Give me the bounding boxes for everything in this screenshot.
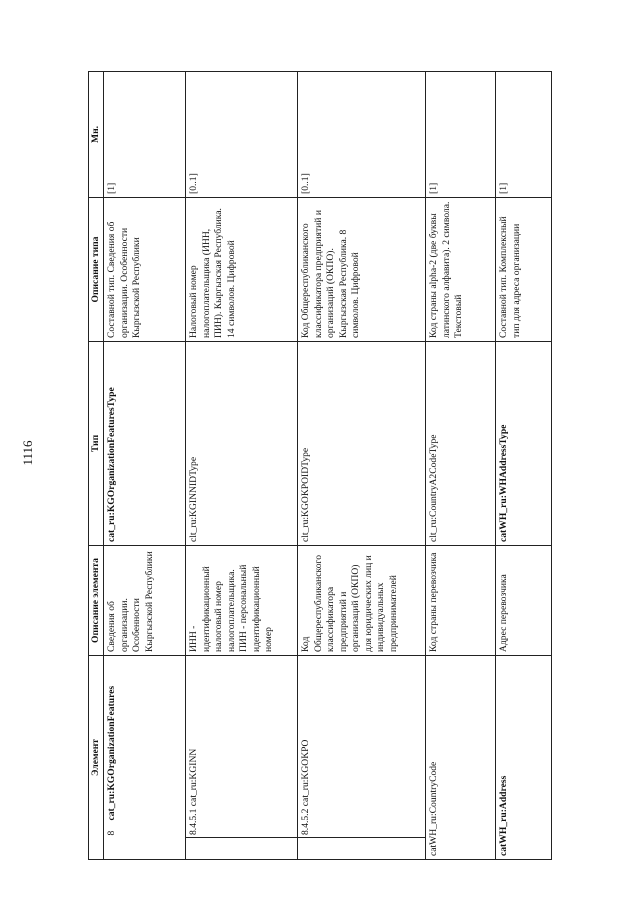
row-indent <box>298 838 426 860</box>
type-name: clt_ru:KGOKPOIDType <box>298 342 426 546</box>
page-number: 1116 <box>20 440 35 466</box>
type-description: Налоговый номер налогоплательщика (ИНН, ПИН). Кыргызская Республика. 14 символов. Цифровой <box>186 198 298 342</box>
column-header-mult: Мн. <box>89 71 104 197</box>
multiplicity: [1] <box>104 71 186 197</box>
element-description: ИНН - идентификационный налоговый номер налогоплательщика. ПИН - персональный идентификационный номер <box>186 546 298 656</box>
row-number: 8.4.5.1 <box>188 808 200 835</box>
table-row <box>298 71 426 859</box>
type-name: clt_ru:KGINNIDType <box>186 342 298 546</box>
table-row <box>104 71 186 859</box>
type-name: cat_ru:KGOrganizationFeaturesType <box>104 342 186 546</box>
column-header-element-desc: Описание элемента <box>89 546 104 656</box>
element-description: Сведения об организации. Особенности Кыргызской Республики <box>104 546 186 656</box>
column-header-element: Элемент <box>89 656 104 860</box>
column-header-type-desc: Описание типа <box>89 198 104 342</box>
multiplicity: [0..1] <box>186 71 298 197</box>
element-name <box>298 656 426 838</box>
element-name-text: cat_ru:KGINN <box>188 748 200 807</box>
element-name: catWH_ru:Address <box>496 656 552 860</box>
column-header-type: Тип <box>89 342 104 546</box>
row-number: 8.4.5.2 <box>300 808 312 835</box>
element-description: Код Общереспубликанского классификатора предприятий и организаций (ОКПО) для юридических лиц и индивидуальных предпринимателей <box>298 546 426 656</box>
element-name-text: cat_ru:KGOKPO <box>300 739 312 807</box>
table-row <box>186 71 298 859</box>
row-indent <box>186 838 298 860</box>
table-row <box>496 71 552 859</box>
element-name <box>186 656 298 838</box>
table-header-row <box>89 71 104 859</box>
element-description: Код страны перевозчика <box>426 546 496 656</box>
multiplicity: [0..1] <box>298 71 426 197</box>
table-row <box>426 71 496 859</box>
element-description: Адрес перевозчика <box>496 546 552 656</box>
type-description: Код страны alpha-2 (две буквы латинского алфавита). 2 символа. Текстовый <box>426 198 496 342</box>
multiplicity: [1] <box>426 71 496 197</box>
row-marker <box>104 838 186 860</box>
type-description: Составной тип. Сведения об организации. Особенности Кыргызской Республики <box>104 198 186 342</box>
type-name: catWH_ru:WHAddressType <box>496 342 552 546</box>
elements-table <box>88 71 552 860</box>
document-table-container <box>88 72 552 860</box>
element-name: catWH_ru:CountryCode <box>426 656 496 860</box>
multiplicity: [1] <box>496 71 552 197</box>
type-name: clt_ru:CountryA2CodeType <box>426 342 496 546</box>
element-name: cat_ru:KGOrganizationFeatures <box>104 656 186 824</box>
row-marker-digit: 8 <box>104 824 186 838</box>
type-description: Код Общереспубликанского классификатора предприятий и организаций (ОКПО). Кыргызская Республика. 8 символов. Цифровой <box>298 198 426 342</box>
type-description: Составной тип. Комплексный тип для адреса организации <box>496 198 552 342</box>
